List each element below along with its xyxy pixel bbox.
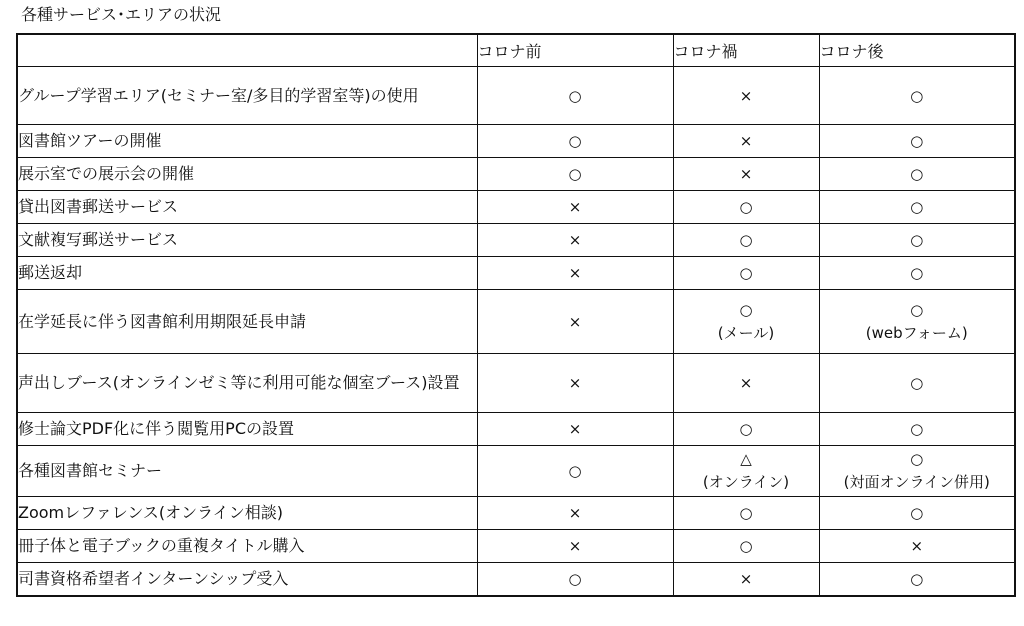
status-mark: ○ — [910, 198, 924, 216]
status-mark: × — [739, 132, 753, 150]
status-note: (メール) — [717, 323, 775, 342]
status-mark: ○ — [739, 537, 753, 555]
status-mark: × — [568, 537, 582, 555]
status-cell-before-covid — [477, 224, 673, 257]
status-cell-before-covid — [477, 563, 673, 596]
status-mark: × — [568, 374, 582, 392]
status-mark: ○ — [568, 569, 582, 588]
status-cell-during-covid — [673, 290, 819, 354]
status-cell-after-covid — [819, 497, 1015, 530]
status-cell-before-covid — [477, 158, 673, 191]
service-name-cell: 修士論文PDF化に伴う閲覧用PCの設置 — [17, 413, 477, 446]
status-cell-before-covid — [477, 257, 673, 290]
status-cell-after-covid — [819, 446, 1015, 497]
table-header-row — [17, 34, 1015, 67]
status-cell-before-covid — [477, 413, 673, 446]
status-cell-before-covid — [477, 191, 673, 224]
table-row — [17, 290, 1015, 354]
status-cell-after-covid — [819, 257, 1015, 290]
status-cell-before-covid — [477, 497, 673, 530]
status-mark: ○ — [739, 504, 753, 522]
service-name-cell: 図書館ツアーの開催 — [17, 125, 477, 158]
status-mark: ○ — [910, 374, 924, 392]
table-body — [17, 67, 1015, 596]
status-mark: ○ — [910, 165, 924, 183]
status-cell-after-covid — [819, 67, 1015, 125]
status-mark: × — [568, 231, 582, 249]
status-cell-after-covid — [819, 530, 1015, 563]
status-mark: ○ — [910, 264, 924, 282]
table-row — [17, 497, 1015, 530]
status-mark: × — [910, 537, 924, 555]
status-cell-after-covid — [819, 224, 1015, 257]
table-row — [17, 563, 1015, 596]
status-mark: × — [568, 420, 582, 438]
service-name-cell: 文献複写郵送サービス — [17, 224, 477, 257]
status-cell-before-covid — [477, 354, 673, 413]
status-mark: × — [739, 86, 753, 105]
status-mark: ○ — [568, 462, 582, 480]
status-mark: ○ — [568, 132, 582, 150]
status-cell-before-covid — [477, 530, 673, 563]
status-cell-during-covid — [673, 530, 819, 563]
status-cell-during-covid — [673, 158, 819, 191]
table-row — [17, 224, 1015, 257]
status-mark: × — [568, 264, 582, 282]
column-header-during-covid: コロナ禍 — [673, 34, 819, 67]
table-row — [17, 354, 1015, 413]
table-row — [17, 530, 1015, 563]
status-cell-before-covid — [477, 67, 673, 125]
status-cell-during-covid — [673, 257, 819, 290]
status-cell-during-covid — [673, 563, 819, 596]
status-mark: ○ — [910, 300, 924, 319]
service-name-cell: 貸出図書郵送サービス — [17, 191, 477, 224]
status-mark: ○ — [568, 86, 582, 105]
status-cell-after-covid — [819, 413, 1015, 446]
service-name-cell: 声出しブース(オンラインゼミ等に利用可能な個室ブース)設置 — [17, 354, 477, 413]
status-note: (オンライン) — [702, 473, 790, 491]
status-mark: △ — [740, 450, 752, 468]
status-mark: ○ — [739, 300, 753, 319]
status-mark: ○ — [739, 198, 753, 216]
status-cell-after-covid — [819, 125, 1015, 158]
status-cell-during-covid — [673, 413, 819, 446]
column-header-service — [17, 34, 477, 67]
status-mark: ○ — [910, 132, 924, 150]
status-cell-during-covid — [673, 191, 819, 224]
status-mark: ○ — [568, 165, 582, 183]
status-note: (対面オンライン併用) — [843, 473, 990, 491]
status-cell-during-covid — [673, 497, 819, 530]
status-cell-after-covid — [819, 158, 1015, 191]
status-mark: × — [739, 569, 753, 588]
status-cell-after-covid — [819, 191, 1015, 224]
status-mark: ○ — [739, 264, 753, 282]
table-row — [17, 257, 1015, 290]
status-cell-during-covid — [673, 446, 819, 497]
service-status-table — [16, 33, 1016, 597]
status-mark: ○ — [910, 420, 924, 438]
service-name-cell: Zoomレファレンス(オンライン相談) — [17, 497, 477, 530]
column-header-after-covid: コロナ後 — [819, 34, 1015, 67]
status-mark: × — [739, 374, 753, 392]
service-name-cell: 在学延長に伴う図書館利用期限延長申請 — [17, 290, 477, 354]
status-mark: × — [739, 165, 753, 183]
service-name-cell: 展示室での展示会の開催 — [17, 158, 477, 191]
status-mark: × — [568, 198, 582, 216]
status-note: (webフォーム) — [865, 323, 968, 342]
status-mark: ○ — [910, 231, 924, 249]
status-mark: ○ — [739, 231, 753, 249]
status-cell-after-covid — [819, 290, 1015, 354]
status-mark: ○ — [910, 504, 924, 522]
status-mark: ○ — [739, 420, 753, 438]
status-cell-before-covid — [477, 290, 673, 354]
status-mark: ○ — [910, 569, 924, 588]
service-name-cell: 郵送返却 — [17, 257, 477, 290]
status-cell-after-covid — [819, 354, 1015, 413]
status-mark: × — [568, 312, 582, 331]
status-cell-during-covid — [673, 67, 819, 125]
table-row — [17, 125, 1015, 158]
table-row — [17, 413, 1015, 446]
service-name-cell: グループ学習エリア(セミナー室/多目的学習室等)の使用 — [17, 67, 477, 125]
table-row — [17, 67, 1015, 125]
status-cell-during-covid — [673, 354, 819, 413]
status-cell-during-covid — [673, 125, 819, 158]
status-cell-after-covid — [819, 563, 1015, 596]
status-cell-during-covid — [673, 224, 819, 257]
service-name-cell: 冊子体と電子ブックの重複タイトル購入 — [17, 530, 477, 563]
status-mark: ○ — [910, 86, 924, 105]
table-row — [17, 158, 1015, 191]
table-row — [17, 191, 1015, 224]
service-name-cell: 司書資格希望者インターンシップ受入 — [17, 563, 477, 596]
column-header-before-covid: コロナ前 — [477, 34, 673, 67]
status-cell-before-covid — [477, 446, 673, 497]
table-row — [17, 446, 1015, 497]
status-mark: × — [568, 504, 582, 522]
service-name-cell: 各種図書館セミナー — [17, 446, 477, 497]
status-mark: ○ — [910, 450, 924, 468]
page-title: 各種サービス･エリアの状況 — [21, 5, 222, 24]
status-cell-before-covid — [477, 125, 673, 158]
